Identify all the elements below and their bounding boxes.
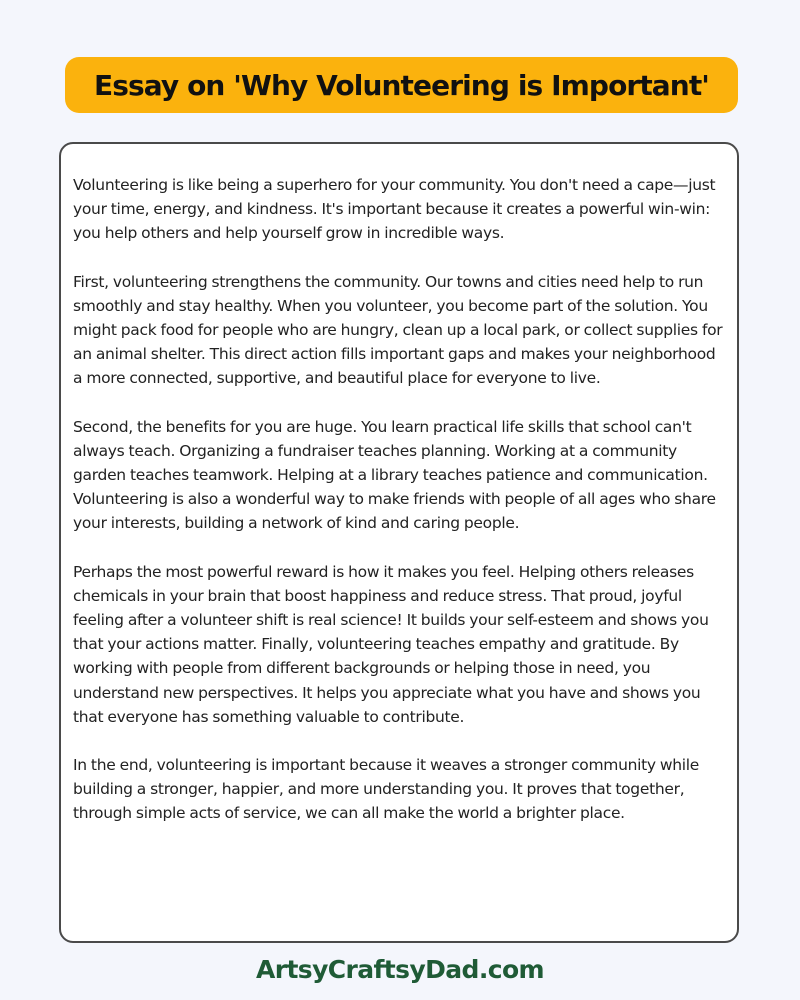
title-banner [65,57,738,113]
page-title: Essay on 'Why Volunteering is Important' [93,68,709,102]
essay-paragraph-intro: Volunteering is like being a superhero for your community. You don't need a cape—just your time, energy, and kindness. It's important because it creates a powerful win-win: you help others and help yourself grow in incredible ways. [73,176,716,243]
footer-brand: ArtsyCraftsyDad.com [255,955,544,984]
essay-paragraph-feelings: Perhaps the most powerful reward is how it makes you feel. Helping others releases chemicals in your brain that boost happiness and reduce stress. That proud, joyful feeling after a volunteer shift is real science! It builds your self-esteem and shows you that your actions matter. Finally, volunteering teaches empathy and gratitude. By working with people from different backgrounds or helping those in need, you understand new perspectives. It helps you appreciate what you have and shows you that everyone has something valuable to contribute. [73,562,709,726]
essay-paragraph-benefits: Second, the benefits for you are huge. You learn practical life skills that school can't always teach. Organizing a fundraiser teaches planning. Working at a community garden teaches teamwork. Helping at a library teaches patience and communication. Volunteering is also a wonderful way to make friends with people of all ages who share your interests, building a network of kind and caring people. [73,417,716,533]
essay-paragraph-conclusion: In the end, volunteering is important because it weaves a stronger community while building a stronger, happier, and more understanding you. It proves that together, through simple acts of service, we can all make the world a brighter place. [73,756,700,823]
essay-card [59,142,739,943]
essay-paragraph-community: First, volunteering strengthens the community. Our towns and cities need help to run smoothly and stay healthy. When you volunteer, you become part of the solution. You might pack food for people who are hungry, clean up a local park, or collect supplies for an animal shelter. This direct action fills important gaps and makes your neighborhood a more connected, supportive, and beautiful place for everyone to live. [73,272,723,388]
